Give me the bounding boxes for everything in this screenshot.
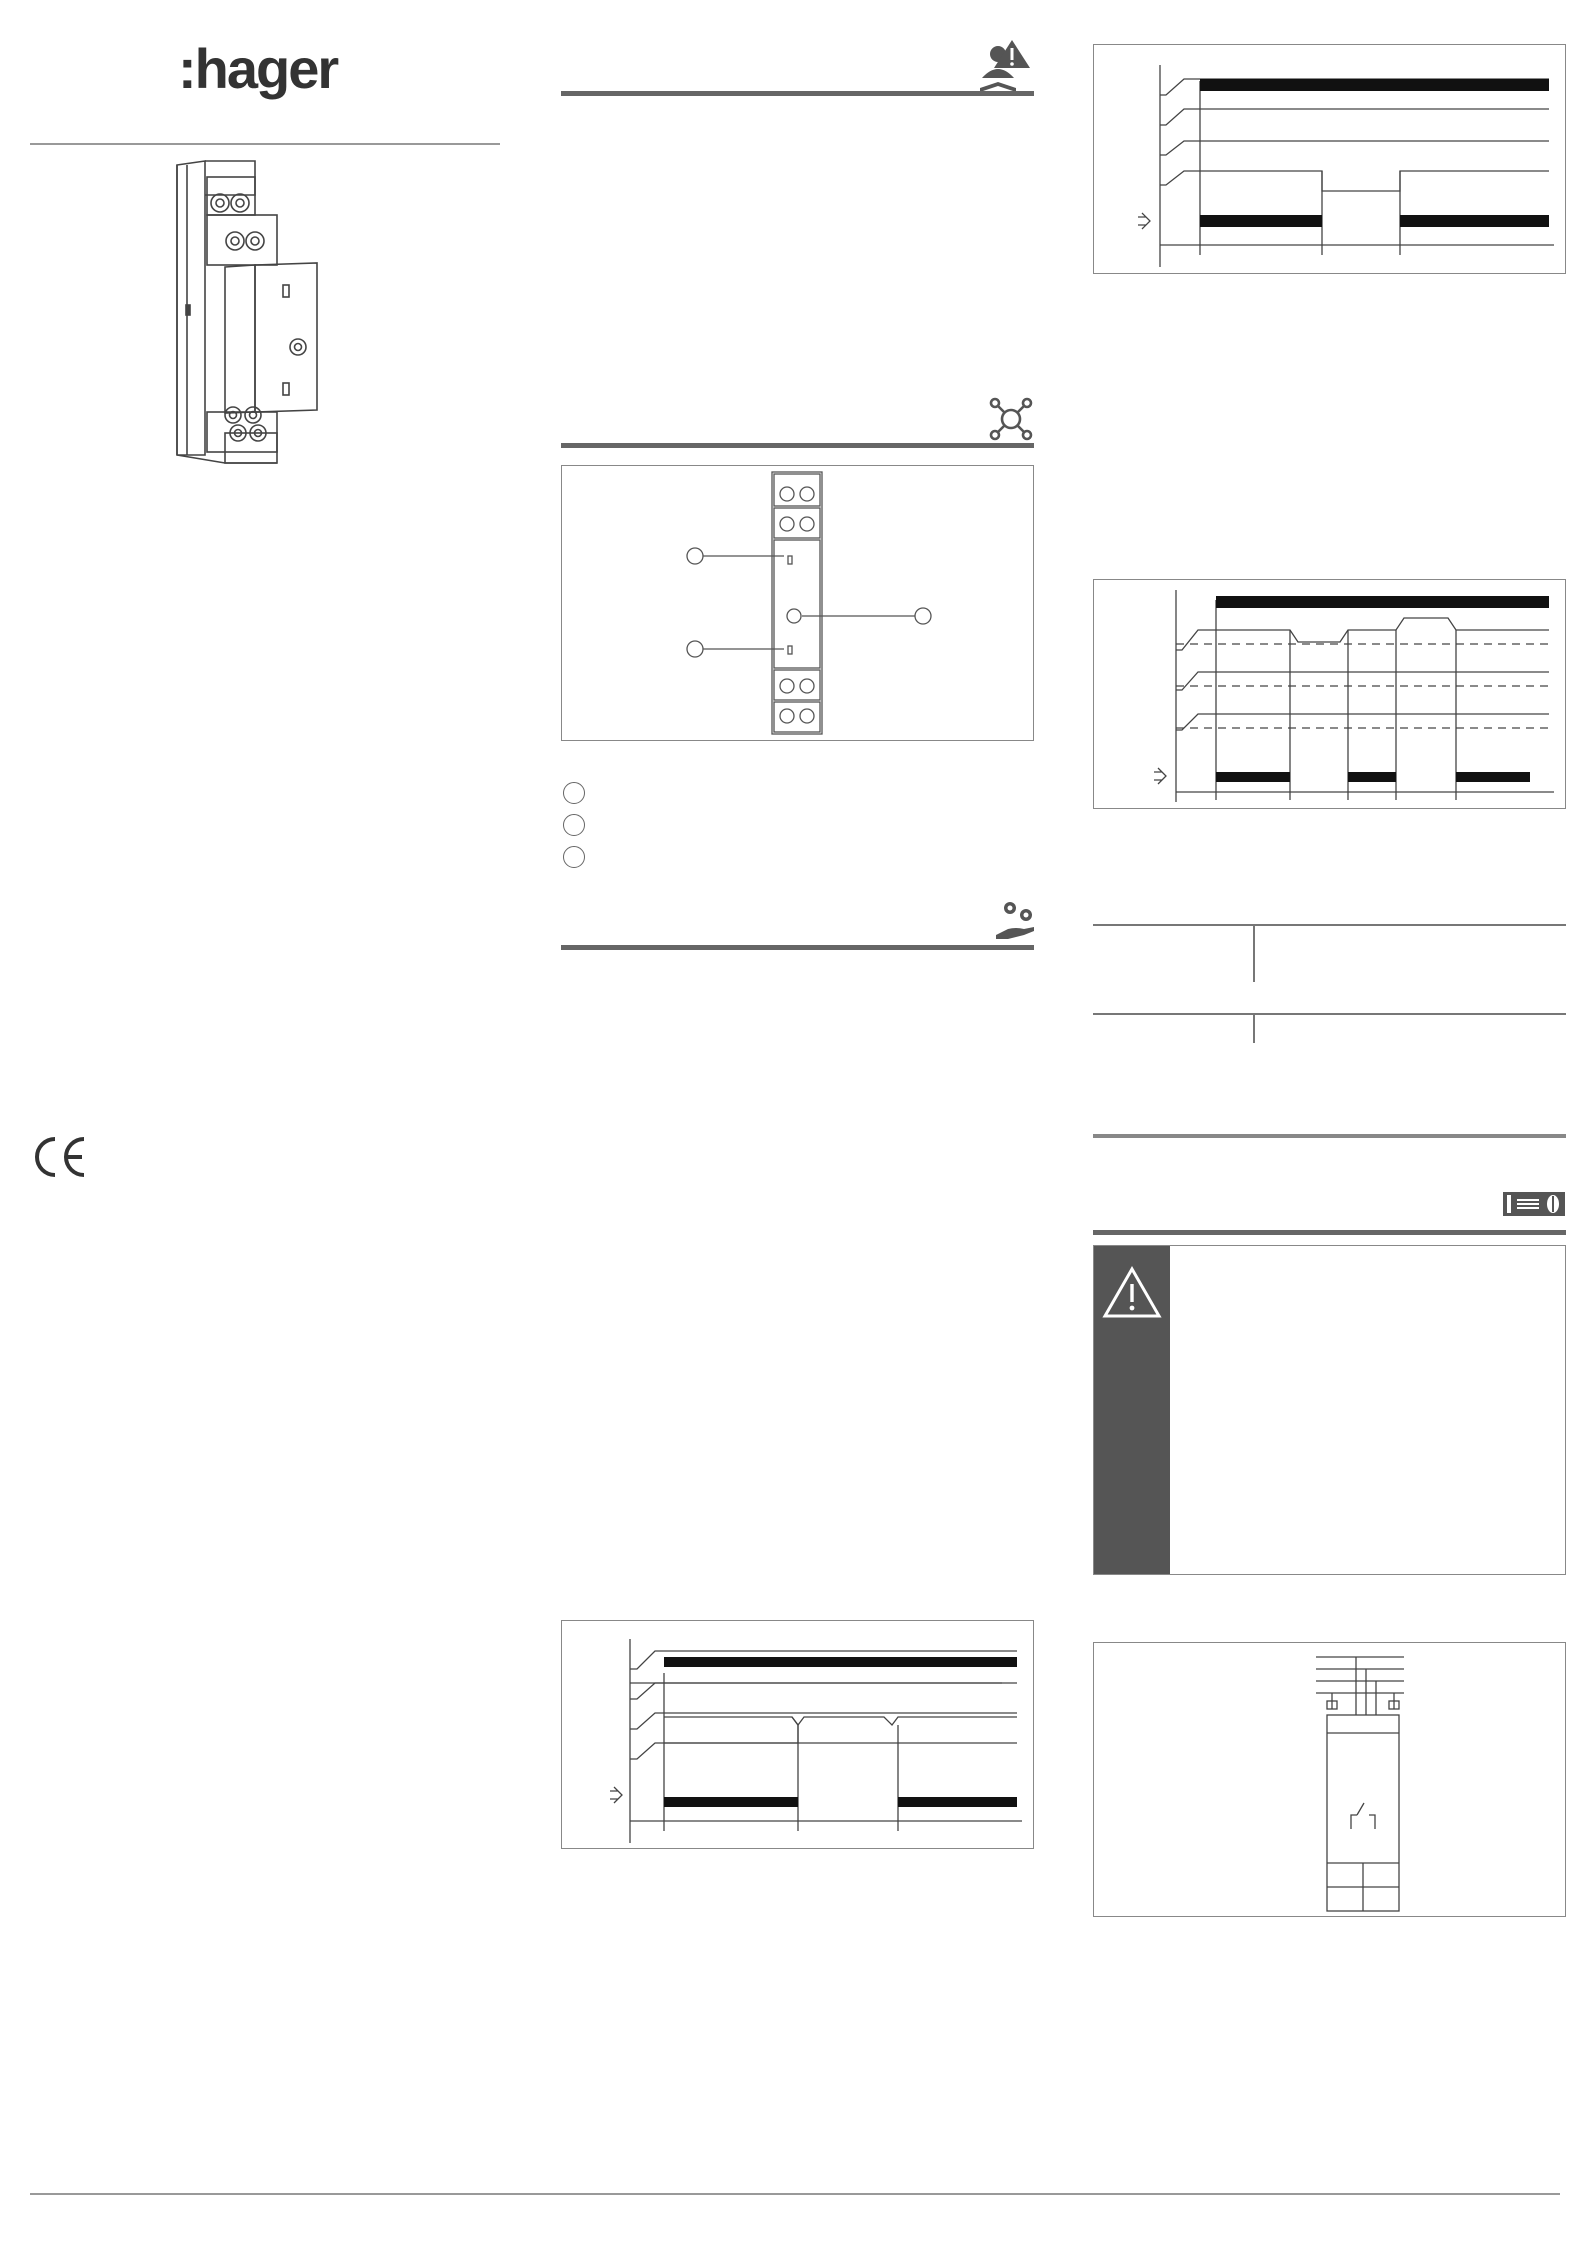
timing-diagram-2-drawing — [1094, 45, 1567, 275]
device-front-figure — [561, 465, 1034, 741]
brand-logo — [178, 38, 368, 108]
table-top-rule — [1093, 924, 1566, 926]
timing-diagram-3-drawing — [1094, 580, 1567, 810]
warning-panel — [1093, 1245, 1566, 1575]
terminal-screw-icon — [1503, 1190, 1565, 1218]
footer-divider — [30, 2193, 1560, 2195]
product-illustration — [165, 155, 335, 465]
table-col-divider-1 — [1253, 924, 1255, 982]
legend-marker-1 — [563, 782, 585, 804]
timing-diagram-1 — [561, 1620, 1034, 1849]
header-divider — [30, 143, 500, 145]
table-bottom-rule — [1093, 1134, 1566, 1138]
wiring-diagram — [1093, 1642, 1566, 1917]
section-rule-installation — [1093, 1230, 1566, 1235]
legend-marker-2 — [563, 814, 585, 836]
network-nodes-icon — [990, 398, 1032, 440]
ce-mark-icon — [30, 1135, 90, 1179]
section-rule-operation — [561, 945, 1034, 950]
table-col-divider-2 — [1253, 1013, 1255, 1043]
table-mid-rule — [1093, 1013, 1566, 1015]
legend-marker-3 — [563, 846, 585, 868]
timing-diagram-2 — [1093, 44, 1566, 274]
device-front-drawing — [562, 466, 1035, 742]
warning-triangle-icon — [1102, 1266, 1162, 1320]
section-rule-safety — [561, 91, 1034, 96]
hand-gears-icon — [994, 899, 1036, 941]
wiring-diagram-drawing — [1094, 1643, 1567, 1918]
svg-text::hager: :hager — [178, 37, 338, 100]
timing-diagram-3 — [1093, 579, 1566, 809]
hager-logo — [178, 38, 368, 108]
section-rule-overview — [561, 443, 1034, 448]
reading-person-warning-icon — [978, 38, 1034, 94]
timing-diagram-1-drawing — [562, 1621, 1035, 1850]
